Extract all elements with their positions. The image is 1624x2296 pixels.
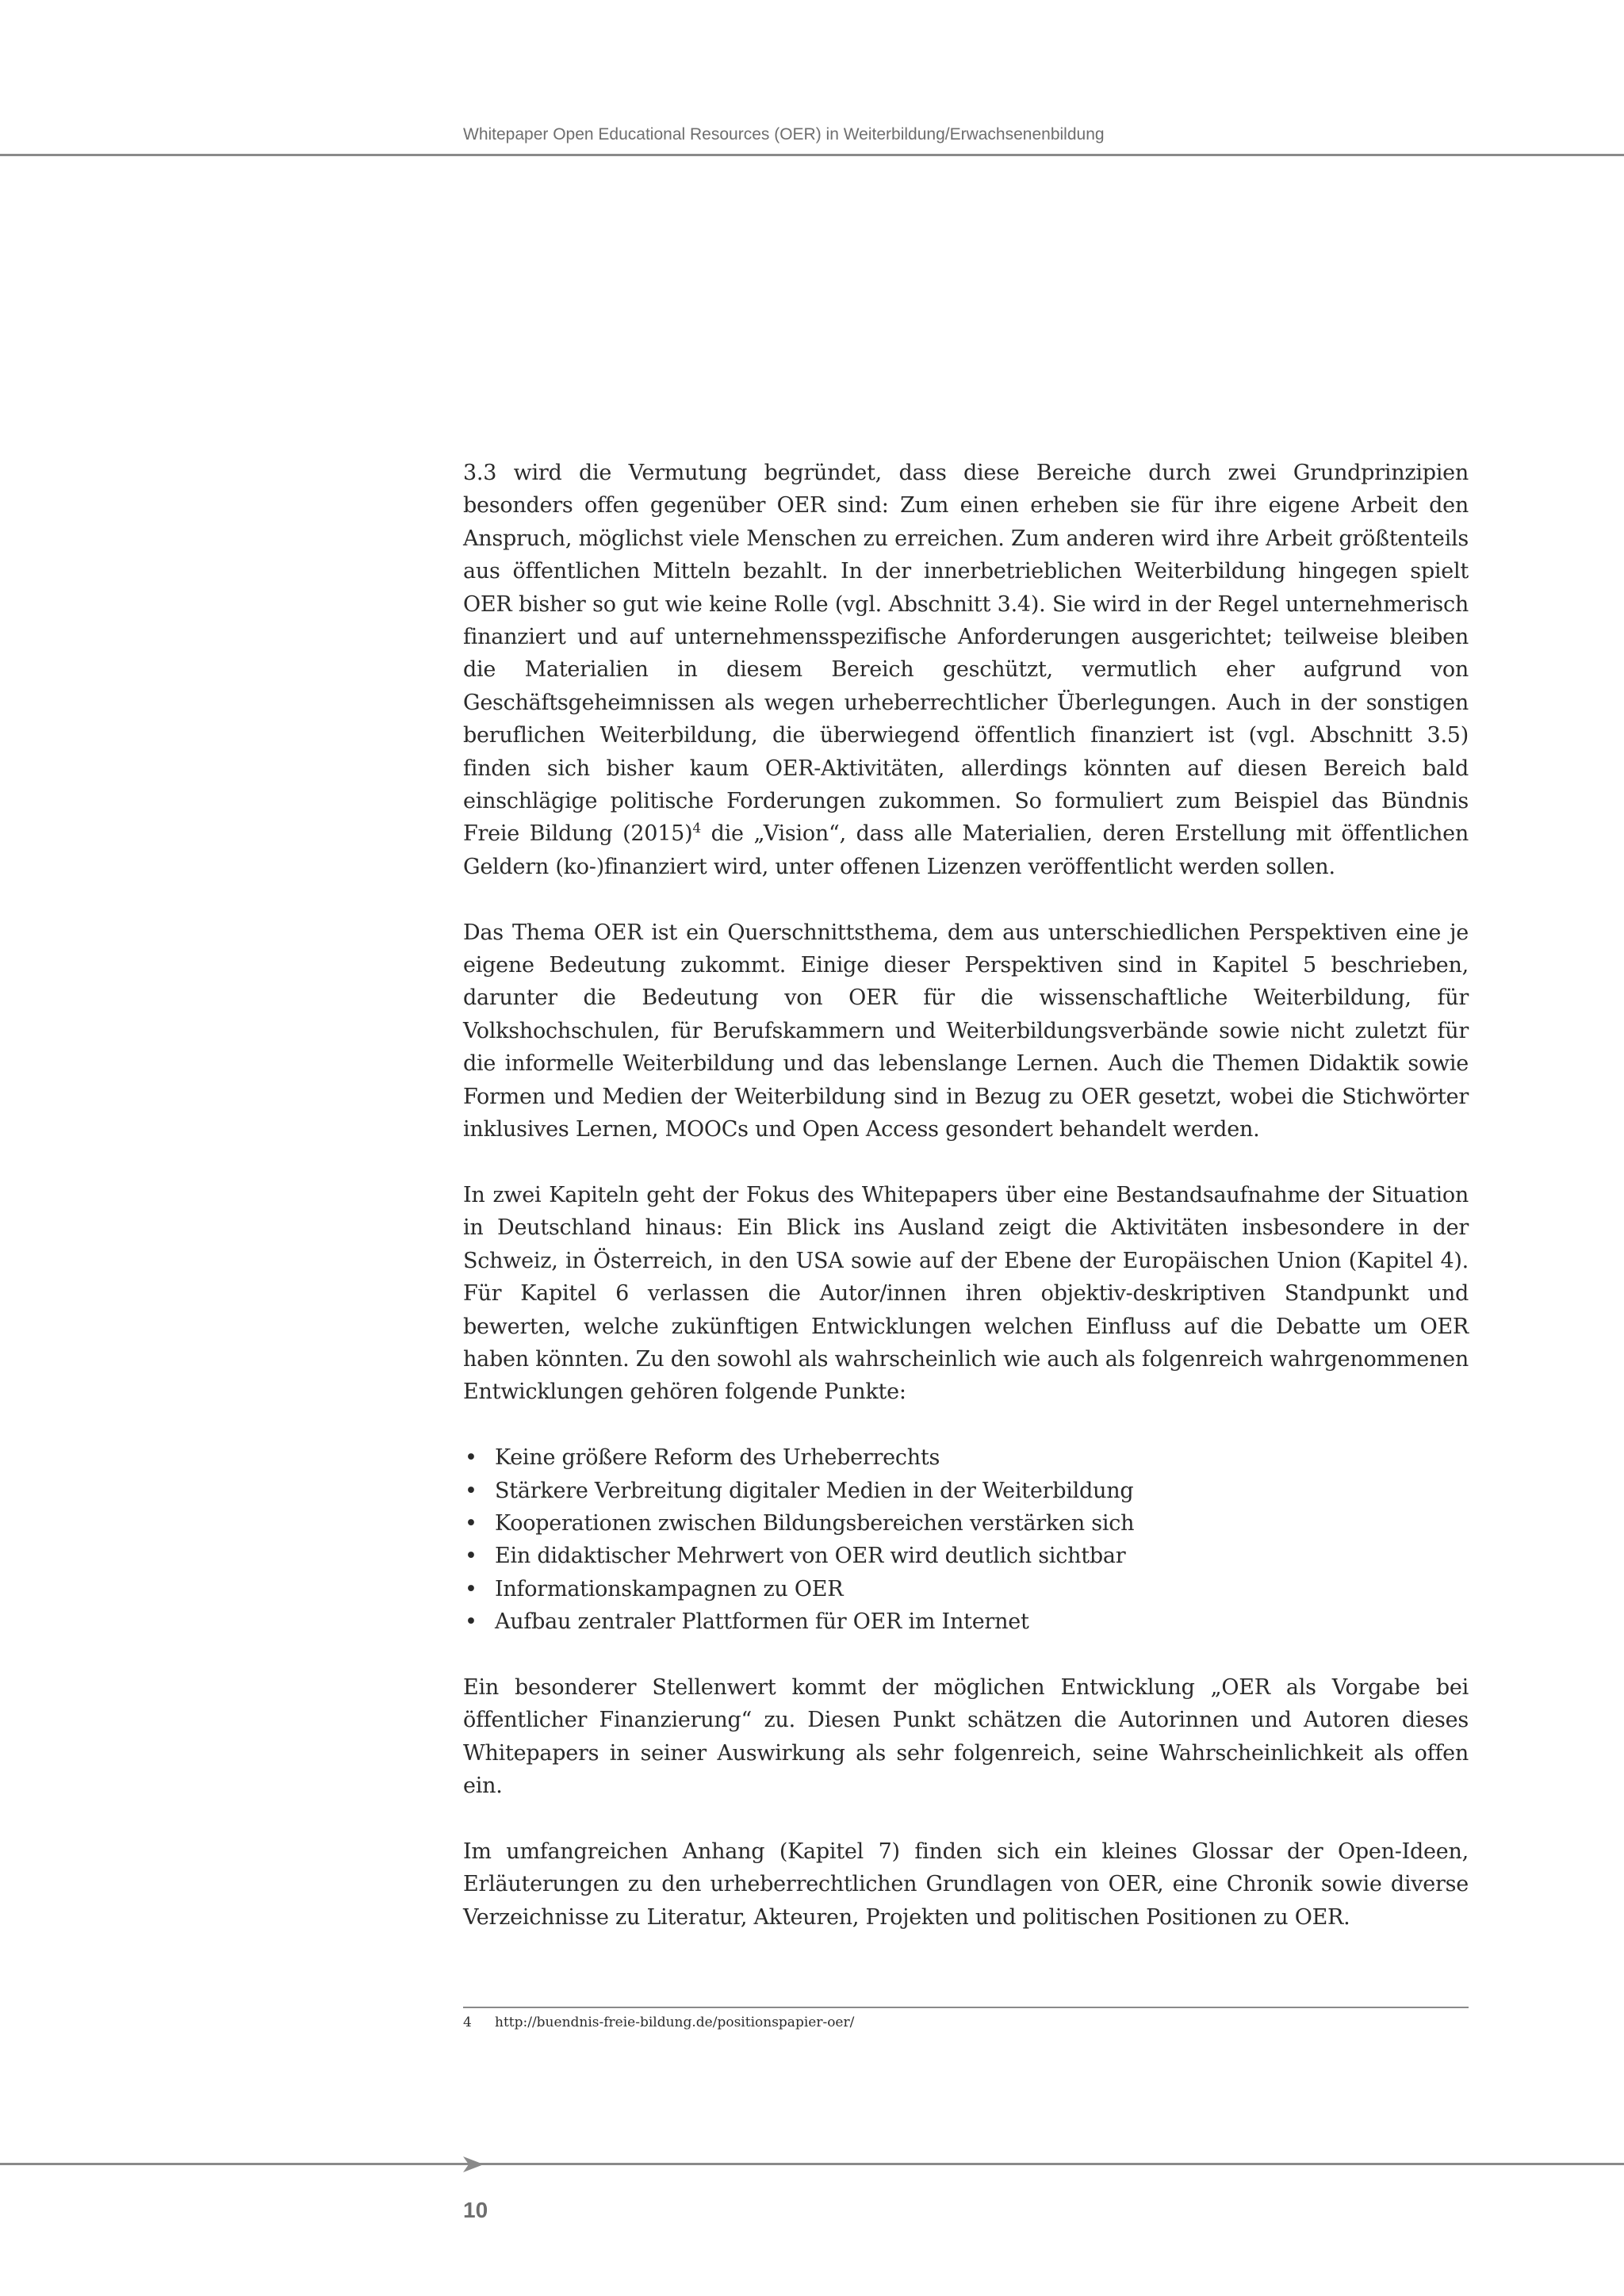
arrow-right-icon xyxy=(463,2153,484,2175)
bullet-item: • Kooperationen zwischen Bildungsbereichen verstärken sich xyxy=(463,1507,1469,1540)
bullet-item: • Stärkere Verbreitung digitaler Medien in der Weiterbildung xyxy=(463,1475,1469,1507)
footer-divider xyxy=(0,2163,1624,2165)
footnote-divider xyxy=(463,2007,1469,2008)
paragraph-1 xyxy=(463,457,1469,883)
header-divider xyxy=(0,154,1624,156)
bullet-list xyxy=(463,1441,1469,1638)
body-text xyxy=(463,457,1469,1967)
footnote-link[interactable]: http://buendnis-freie-bildung.de/positionspapier-oer/ xyxy=(495,2015,855,2030)
bullet-item: • Aufbau zentraler Plattformen für OER im Internet xyxy=(463,1605,1469,1638)
paragraph-2: Das Thema OER ist ein Querschnittsthema, dem aus unterschiedlichen Perspektiven eine je eigene Bedeutung zukommt. Einige dieser Perspektiven sind in Kapitel 5 beschrieben, darunter die Bedeutung von OER für die wissenschaftliche Weiterbildung, für Volkshochschulen, für Berufskammern und Weiterbildungsverbände sowie nicht zuletzt für die informelle Weiterbildung und das lebenslange Lernen. Auch die Themen Didaktik sowie Formen und Medien der Weiterbildung sind in Bezug zu OER gesetzt, wobei die Stichwörter inklusives Lernen, MOOCs und Open Access gesondert behandelt werden. xyxy=(463,920,1469,1142)
footnote-reference[interactable]: 4 xyxy=(692,821,701,837)
paragraph-5: Im umfangreichen Anhang (Kapitel 7) finden sich ein kleines Glossar der Open-Ideen, Erläuterungen zu den urheberrechtlichen Grundlagen von OER, eine Chronik sowie diverse Verzeichnisse zu Literatur, Akteuren, Projekten und politischen Positionen zu OER. xyxy=(463,1839,1469,1930)
paragraph-1-text: 3.3 wird die Vermutung begründet, dass diese Bereiche durch zwei Grundprinzipien besonders offen gegenüber OER sind: Zum einen erheben sie für ihre eigene Arbeit den Anspruch, möglichst viele Menschen zu erreichen. Zum anderen wird ihre Arbeit größtenteils aus öffentlichen Mitteln bezahlt. In der innerbetrieblichen Weiterbildung hingegen spielt OER bisher so gut wie keine Rolle (vgl. Abschnitt 3.4). Sie wird in der Regel unternehmerisch finanziert und auf unternehmensspezifische Anforderungen ausgerichtet; teilweise bleiben die Materialien in diesem Bereich geschützt, vermutlich eher aufgrund von Geschäftsgeheimnissen als wegen urheberrechtlicher Überlegungen. Auch in der sonstigen beruflichen Weiterbildung, die überwiegend öffentlich finanziert ist (vgl. Abschnitt 3.5) finden sich bisher kaum OER-Aktivitäten, allerdings könnten auf diesen Bereich bald einschlägige politische Forderungen zukommen. So formuliert zum Beispiel das Bündnis Freie Bildung (2015) xyxy=(463,461,1469,847)
footnote-number: 4 xyxy=(463,2015,472,2030)
bullet-item: • Ein didaktischer Mehrwert von OER wird deutlich sichtbar xyxy=(463,1540,1469,1572)
running-header: Whitepaper Open Educational Resources (OER) in Weiterbildung/Erwachsenenbildung xyxy=(463,125,1105,144)
paragraph-3: In zwei Kapiteln geht der Fokus des Whitepapers über eine Bestandsaufnahme der Situation in Deutschland hinaus: Ein Blick ins Ausland zeigt die Aktivitäten insbesondere in der Schweiz, in Österreich, in den USA sowie auf der Ebene der Europäischen Union (Kapitel 4). Für Kapitel 6 verlassen die Autor/innen ihren objektiv-deskriptiven Standpunkt und bewerten, welche zukünftigen Entwicklungen welchen Einfluss auf die Debatte um OER haben könnten. Zu den sowohl als wahrscheinlich wie auch als folgenreich wahrgenommenen Entwicklungen gehören folgende Punkte: xyxy=(463,1182,1469,1405)
page-number: 10 xyxy=(463,2198,488,2222)
bullet-item: • Informationskampagnen zu OER xyxy=(463,1573,1469,1605)
bullet-item: • Keine größere Reform des Urheberrechts xyxy=(463,1441,1469,1474)
paragraph-1-text-continued: die „Vision“, dass alle Materialien, deren Erstellung mit öffentlichen Geldern (ko-)finanziert wird, unter offenen Lizenzen veröffentlicht werden sollen. xyxy=(463,821,1469,879)
paragraph-4: Ein besonderer Stellenwert kommt der möglichen Entwicklung „OER als Vorgabe bei öffentlicher Finanzierung“ zu. Diesen Punkt schätzen die Autorinnen und Autoren dieses Whitepapers in seiner Auswirkung als sehr folgenreich, seine Wahrscheinlichkeit als offen ein. xyxy=(463,1674,1469,1799)
footnote xyxy=(463,2015,1469,2030)
